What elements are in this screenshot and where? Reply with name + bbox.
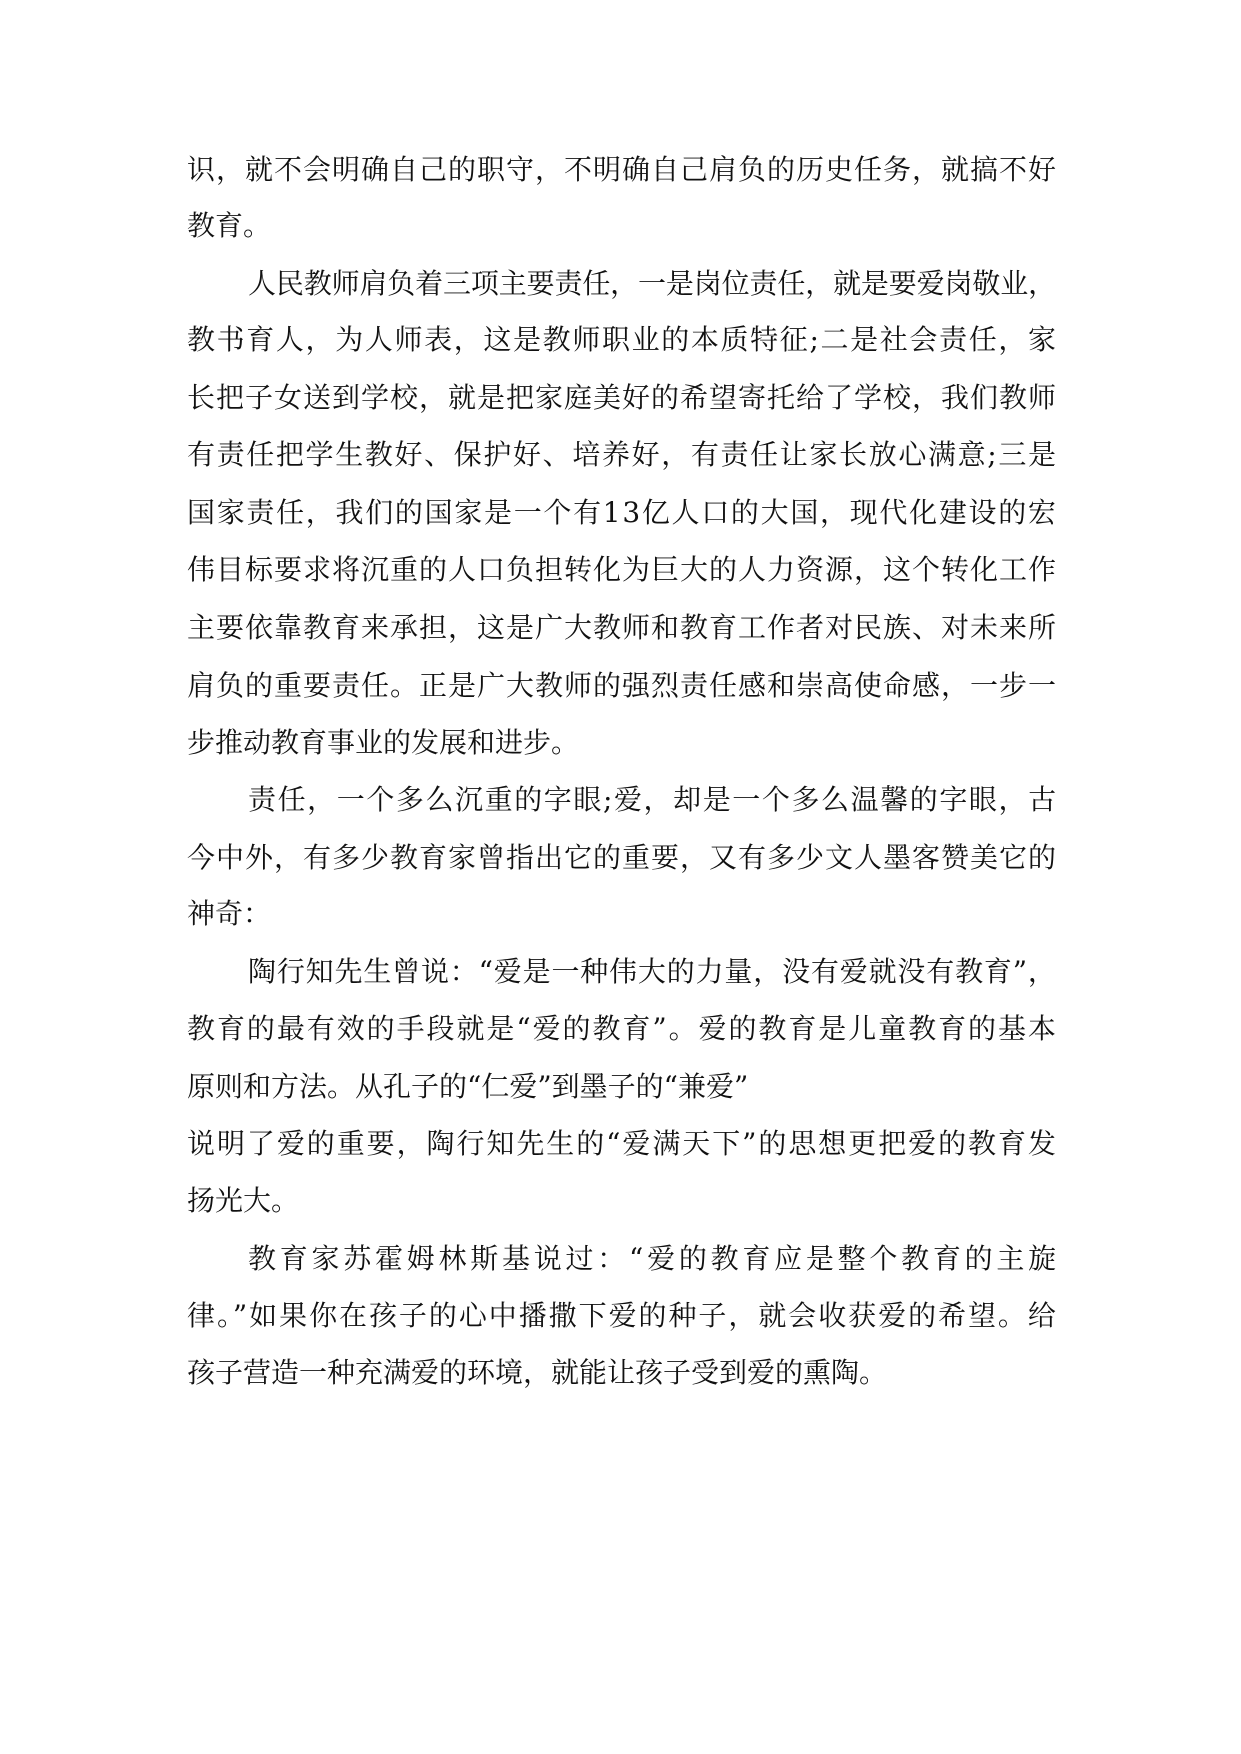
text-line: 神奇： <box>187 897 272 930</box>
text-line: 教书育人，为人师表，这是教师职业的本质特征;二是社会责任，家 <box>187 323 1058 356</box>
text-line: 肩负的重要责任。正是广大教师的强烈责任感和崇高使命感，一步一 <box>187 669 1058 702</box>
text-line: 伟目标要求将沉重的人口负担转化为巨大的人力资源，这个转化工作 <box>187 553 1058 586</box>
text-line: 有责任把学生教好、保护好、培养好，有责任让家长放心满意;三是 <box>187 438 1058 471</box>
text-line: 教育家苏霍姆林斯基说过：“爱的教育应是整个教育的主旋 <box>248 1242 1060 1275</box>
text-line: 陶行知先生曾说：“爱是一种伟大的力量，没有爱就没有教育”， <box>248 955 1057 988</box>
text-line: 识，就不会明确自己的职守，不明确自己肩负的历史任务，就搞不好 <box>187 153 1058 186</box>
text-line: 人民教师肩负着三项主要责任，一是岗位责任，就是要爱岗敬业， <box>248 267 1056 300</box>
text-line: 主要依靠教育来承担，这是广大教师和教育工作者对民族、对未来所 <box>187 611 1058 644</box>
text-line: 步推动教育事业的发展和进步。 <box>187 726 580 759</box>
text-line: 原则和方法。从孔子的“仁爱”到墨子的“兼爱” <box>187 1070 749 1103</box>
text-line: 教育。 <box>187 209 272 242</box>
text-line: 律。”如果你在孩子的心中播撒下爱的种子，就会收获爱的希望。给 <box>187 1299 1058 1332</box>
text-line: 国家责任，我们的国家是一个有13亿人口的大国，现代化建设的宏 <box>187 496 1058 529</box>
text-line: 长把子女送到学校，就是把家庭美好的希望寄托给了学校，我们教师 <box>187 381 1058 414</box>
text-line: 扬光大。 <box>187 1184 300 1217</box>
text-line: 教育的最有效的手段就是“爱的教育”。爱的教育是儿童教育的基本 <box>187 1012 1058 1045</box>
text-line: 今中外，有多少教育家曾指出它的重要，又有多少文人墨客赞美它的 <box>187 841 1058 874</box>
text-line: 孩子营造一种充满爱的环境，就能让孩子受到爱的熏陶。 <box>187 1356 888 1389</box>
text-line: 说明了爱的重要，陶行知先生的“爱满天下”的思想更把爱的教育发 <box>187 1127 1058 1160</box>
text-line: 责任，一个多么沉重的字眼;爱，却是一个多么温馨的字眼，古 <box>248 783 1058 816</box>
